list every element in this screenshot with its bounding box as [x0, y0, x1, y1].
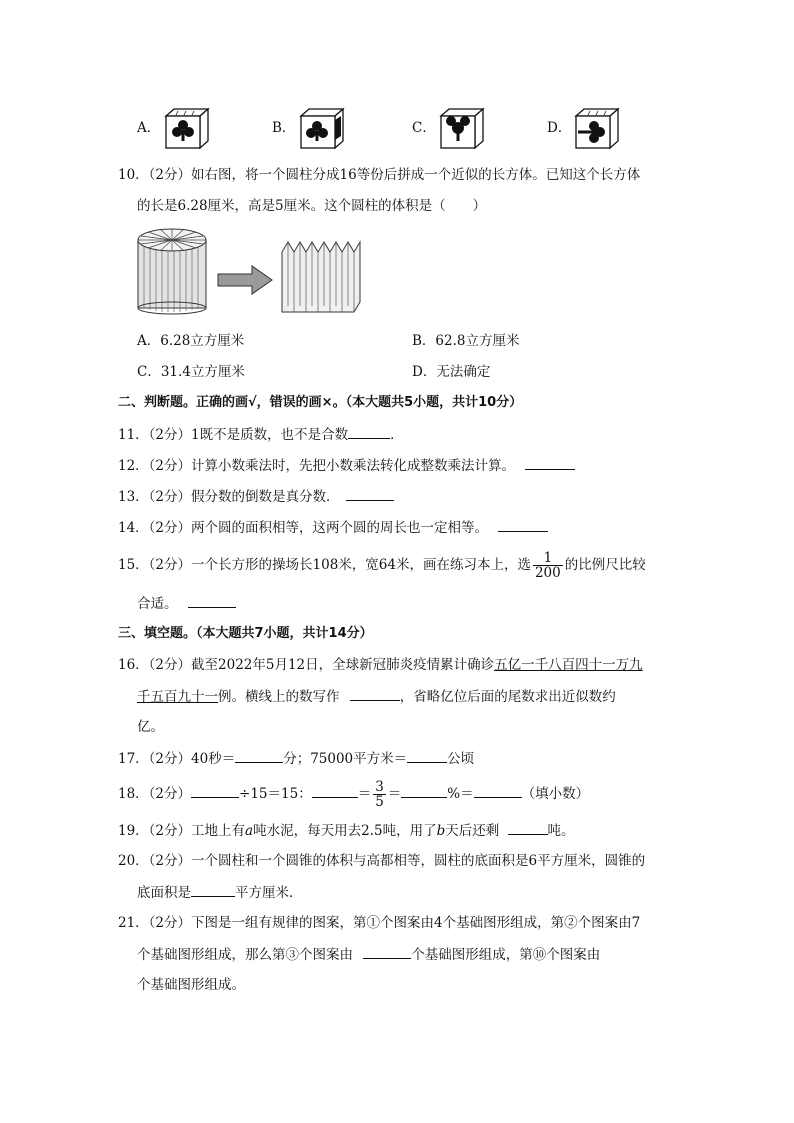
q17-text-a: 17．（2分）40秒＝	[118, 751, 236, 767]
q19	[118, 820, 575, 841]
q19-text-c: 天后还剩	[445, 823, 500, 839]
q16-answer-blank-1[interactable]	[350, 686, 400, 701]
q16-text-c: ，省略亿位后面的尾数求出近似数约	[399, 689, 616, 705]
q17-answer-blank-2[interactable]	[407, 748, 447, 763]
cube-club-cut-icon	[297, 106, 345, 150]
q18-answer-blank-2[interactable]	[312, 783, 358, 798]
q13	[118, 486, 394, 507]
q18-answer-blank-3[interactable]	[401, 783, 447, 798]
q21-text-a: 个基础图形组成，那么第③个图案由	[137, 947, 353, 963]
q9-option-a-label: A．	[137, 120, 161, 136]
q10-line2: 的长是6.28厘米，高是5厘米。这个圆柱的体积是（ ）	[137, 198, 487, 214]
q18-fraction-denominator: 5	[375, 794, 384, 810]
q11	[118, 424, 404, 445]
q15	[118, 551, 646, 580]
q17	[118, 748, 474, 769]
q18-text-b: ÷15＝15：	[239, 786, 312, 802]
arrow-right-icon	[218, 266, 272, 294]
cuboid-icon	[282, 242, 360, 312]
q16-underlined-number-part2: 千五百九十一	[137, 689, 218, 705]
q10-option-a: A．6.28立方厘米	[137, 333, 245, 349]
q9-option-b-label: B．	[272, 120, 296, 136]
q10-option-c: C．31.4立方厘米	[137, 364, 245, 380]
q19-text-a: 19．（2分）工地上有	[118, 823, 246, 839]
q19-variable-b: b	[436, 823, 446, 839]
q14	[118, 517, 548, 538]
q16-text-d: 亿。	[137, 719, 164, 735]
q15-text-b: 的比例尺比较	[564, 557, 646, 573]
q13-text: 13．（2分）假分数的倒数是真分数．	[118, 489, 340, 505]
q19-answer-blank[interactable]	[508, 820, 548, 835]
q15-fraction-numerator: 1	[533, 551, 563, 566]
cube-club-icon	[162, 106, 210, 150]
q16-line3	[137, 717, 164, 737]
q15-text-cont: 合适。	[137, 596, 178, 612]
q19-variable-a: a	[245, 823, 254, 839]
q15-fraction	[533, 551, 563, 580]
q16-line1	[118, 655, 643, 675]
q10-line1: 10．（2分）如右图，将一个圆柱分成16等份后拼成一个近似的长方体。已知这个长方体	[118, 167, 641, 183]
q21-text-c: 个基础图形组成。	[137, 977, 245, 993]
section3-heading: 三、填空题。（本大题共7小题，共计14分）	[118, 626, 373, 641]
q16-line2	[137, 686, 616, 707]
q16-text-b: 例。横线上的数写作	[218, 689, 340, 705]
cylinder-icon	[138, 229, 206, 314]
q17-text-b: 分；75000平方米＝	[283, 751, 408, 767]
q12	[118, 455, 575, 476]
q17-text-c: 公顷	[447, 751, 475, 767]
q20-answer-blank[interactable]	[191, 882, 235, 897]
cube-club-half-icon	[437, 106, 485, 150]
q10-option-d: D．无法确定	[412, 364, 491, 380]
q21-text-b: 个基础图形组成，第⑩个图案由	[411, 947, 601, 963]
q19-text-d: 吨。	[547, 823, 575, 839]
q11-text: 11．（2分）1既不是质数，也不是合数	[118, 427, 349, 443]
q11-period: ．	[390, 427, 404, 443]
q20-line1: 20．（2分）一个圆柱和一个圆锥的体积与高都相等，圆柱的底面积是6平方厘米，圆锥的	[118, 853, 646, 869]
q20-line2	[137, 882, 303, 903]
q21-line1: 21．（2分）下图是一组有规律的图案，第①个图案由4个基础图形组成，第②个图案由7	[118, 915, 641, 931]
q21-answer-blank-1[interactable]	[363, 944, 411, 959]
q18-text-c: ＝	[357, 786, 372, 802]
q15-continuation	[137, 593, 236, 614]
q14-text: 14．（2分）两个圆的面积相等，这两个圆的周长也一定相等。	[118, 520, 489, 536]
q10-option-b: B．62.8立方厘米	[412, 333, 520, 349]
q18-text-f: （填小数）	[521, 786, 590, 802]
section2-heading: 二、判断题。正确的画√，错误的画×。（本大题共5小题，共计10分）	[118, 395, 523, 410]
cylinder-to-cuboid-figure	[134, 224, 366, 318]
q19-text-b: 吨水泥，每天用去2.5吨，用了	[253, 823, 437, 839]
q13-answer-blank[interactable]	[346, 486, 394, 501]
cube-club-side-icon	[572, 106, 620, 150]
q15-text-a: 15．（2分）一个长方形的操场长108米，宽64米，画在练习本上，选	[118, 557, 531, 573]
q11-answer-blank[interactable]	[348, 424, 390, 439]
q18-text-d: ＝	[387, 786, 402, 802]
q18	[118, 780, 589, 809]
q16-text-a: 16．（2分）截至2022年5月12日，全球新冠肺炎疫情累计确诊	[118, 657, 495, 673]
q9-option-c-label: C．	[412, 120, 436, 136]
q12-answer-blank[interactable]	[525, 455, 575, 470]
q18-text-a: 18．（2分）	[118, 786, 192, 802]
q15-answer-blank[interactable]	[188, 593, 236, 608]
q21-line3	[137, 975, 245, 995]
q21-line2	[137, 944, 600, 965]
q16-underlined-number-part1: 五亿一千八百四十一万九	[494, 657, 643, 673]
q20-text-a: 底面积是	[137, 885, 191, 901]
q14-answer-blank[interactable]	[498, 517, 548, 532]
q9-option-d-label: D．	[547, 120, 572, 136]
q18-fraction	[373, 780, 386, 809]
q12-text: 12．（2分）计算小数乘法时，先把小数乘法转化成整数乘法计算。	[118, 458, 516, 474]
q18-answer-blank-1[interactable]	[191, 783, 239, 798]
q18-text-e: %＝	[447, 786, 474, 802]
q17-answer-blank-1[interactable]	[235, 748, 283, 763]
q15-fraction-denominator: 200	[534, 565, 561, 581]
q18-fraction-numerator: 3	[375, 779, 384, 795]
q20-text-b: 平方厘米．	[235, 885, 303, 901]
q18-answer-blank-4[interactable]	[474, 783, 522, 798]
